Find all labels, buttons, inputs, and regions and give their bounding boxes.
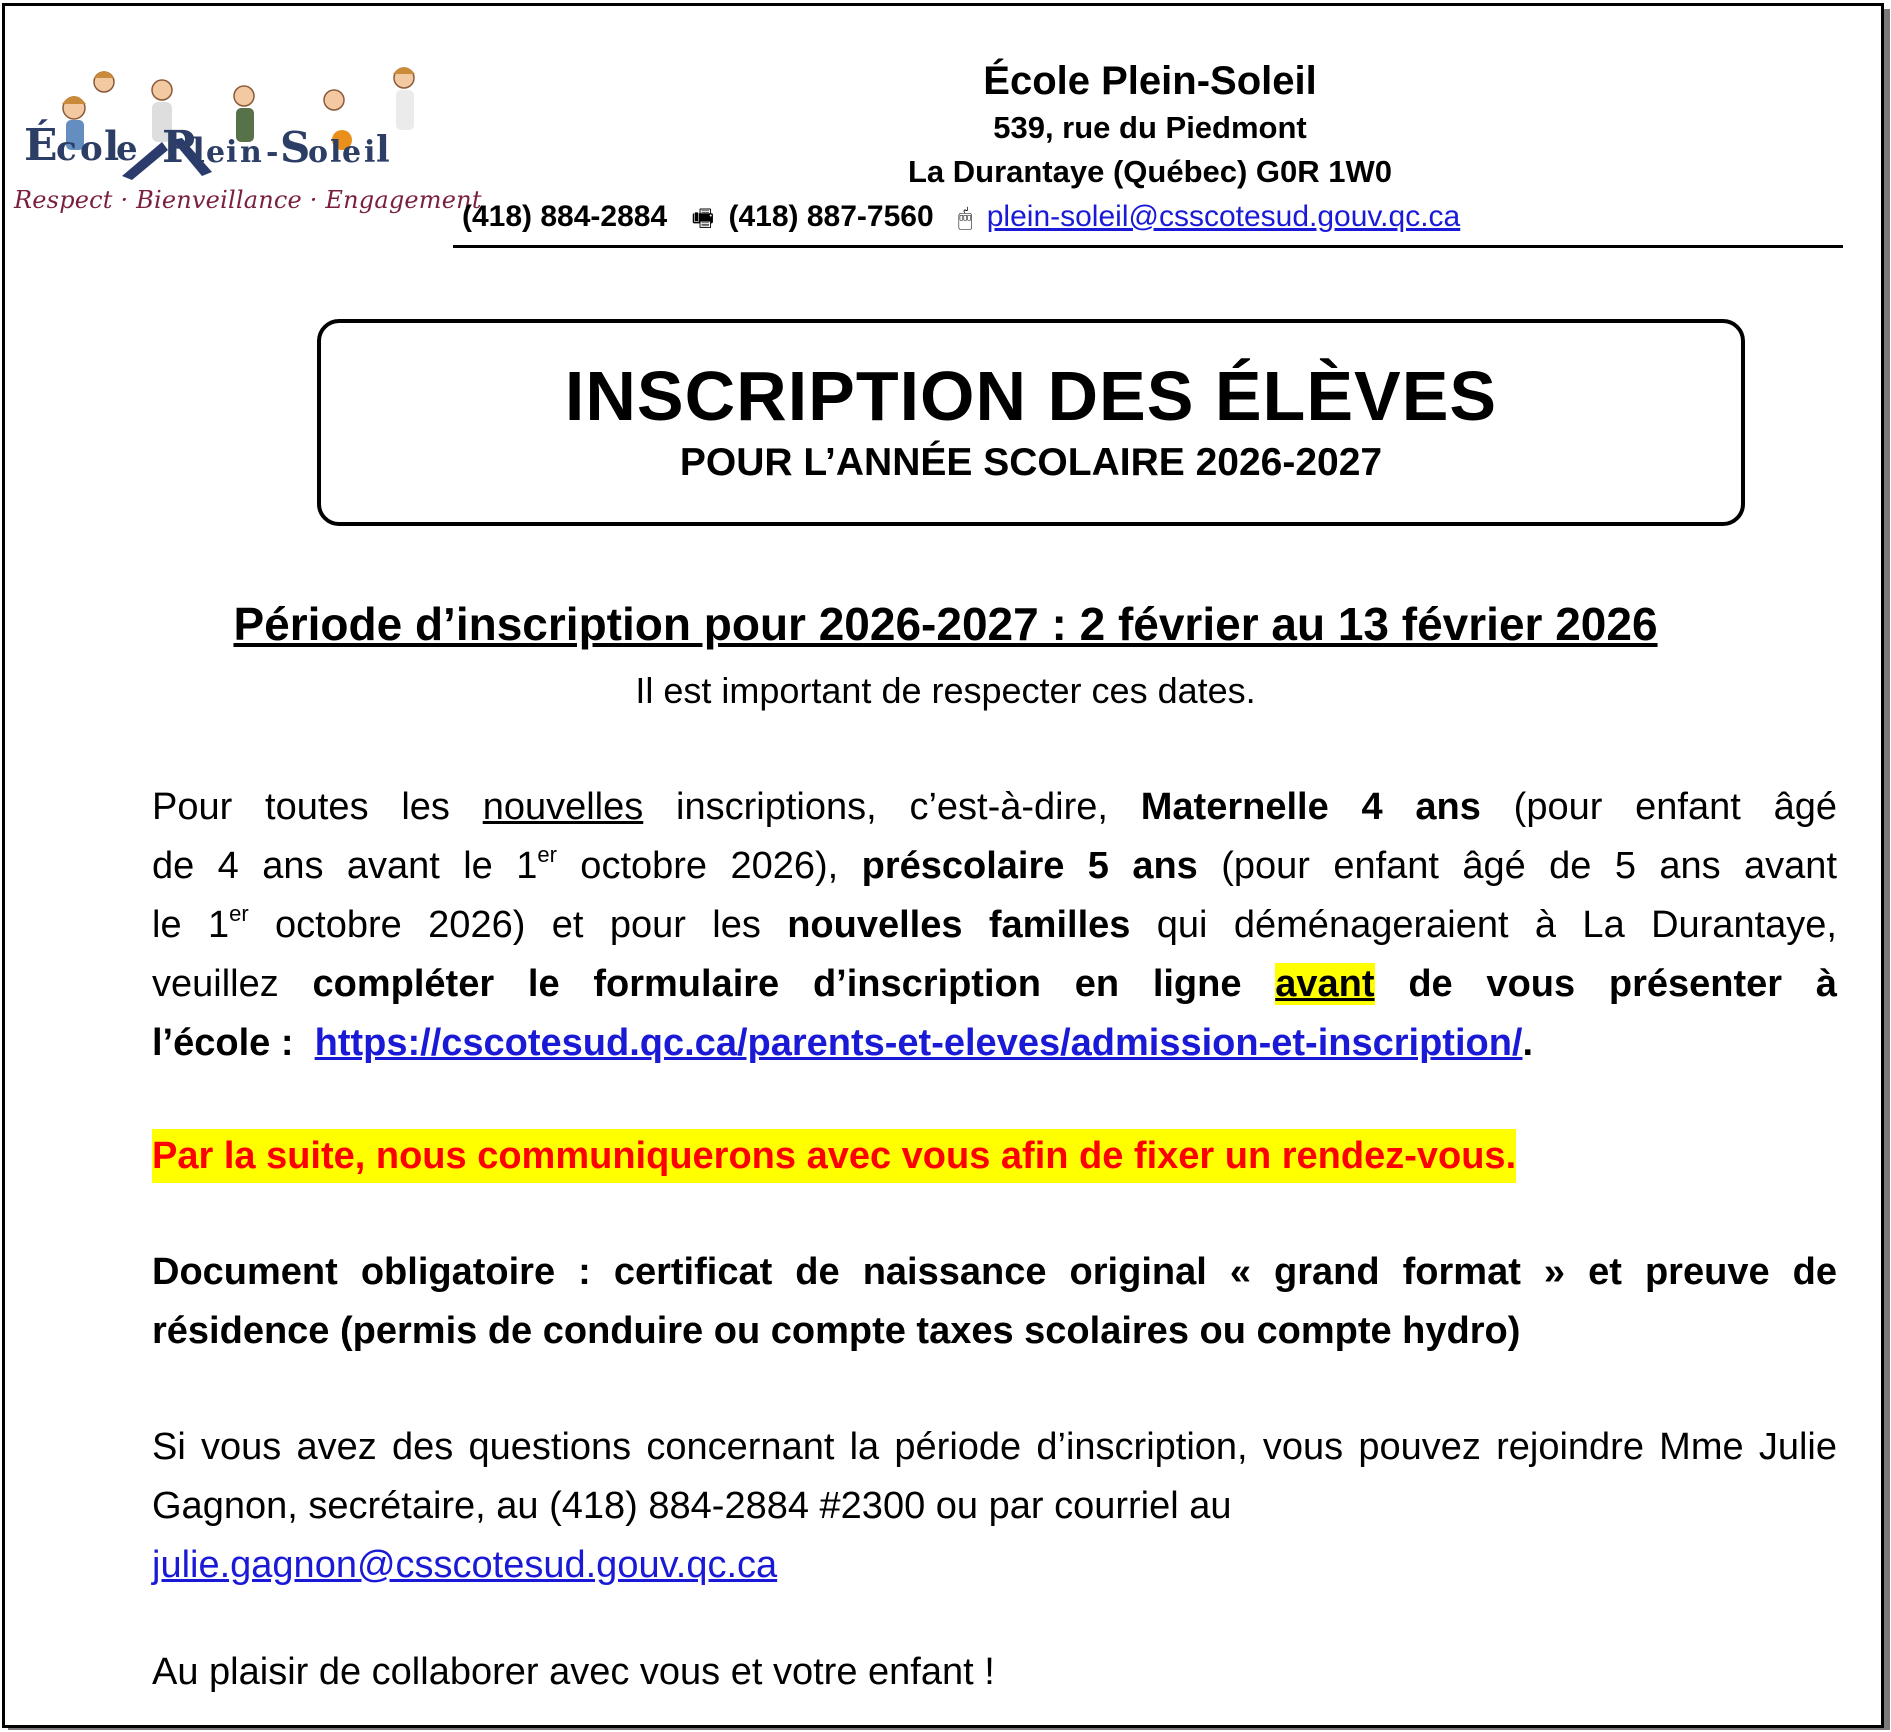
contact-line (462, 200, 1460, 242)
svg-text:o: o (308, 135, 329, 170)
svg-text:l: l (192, 131, 205, 171)
text: (pour enfant âgé de 5 ans avant (1197, 845, 1837, 887)
fax-number: (418) 887-7560 (728, 200, 934, 233)
page-title: INSCRIPTION DES ÉLÈVES (564, 357, 1498, 435)
text-bold: de vous présenter à (1374, 963, 1837, 1005)
svg-text:l: l (104, 123, 120, 170)
svg-text:S: S (280, 123, 311, 172)
street-address: 539, rue du Piedmont (993, 110, 1307, 145)
superscript: er (229, 901, 249, 926)
secretary-email-link[interactable]: julie.gagnon@csscotesud.gouv.qc.ca (152, 1544, 778, 1586)
svg-text:c: c (56, 129, 77, 169)
registration-period: Période d’inscription pour 2026-2027 : 2 février au 13 février 2026 (233, 598, 1658, 650)
required-documents: Document obligatoire : certificat de naissance original « grand format » et preuve de résidence (permis de conduire ou compte taxes scolaires ou compte hydro) (152, 1251, 1837, 1352)
text: octobre 2026) et pour les (248, 904, 788, 946)
school-name: École Plein-Soleil (983, 59, 1317, 103)
period-note: Il est important de respecter ces dates. (635, 670, 1256, 711)
para1-line-4 (152, 955, 1837, 1014)
text: Pour toutes les (152, 786, 483, 828)
text: de 4 ans avant le 1 (152, 845, 538, 887)
text-bold: préscolaire 5 ans (861, 845, 1198, 887)
header-divider (453, 245, 1843, 248)
text: inscriptions, c’est-à-dire, (643, 786, 1141, 828)
text: (pour enfant âgé (1480, 786, 1837, 828)
city-address: La Durantaye (Québec) G0R 1W0 (907, 154, 1393, 189)
title-box (317, 319, 1745, 526)
svg-text:l: l (330, 135, 342, 170)
svg-text:e: e (206, 135, 226, 170)
text-bold: Maternelle 4 ans (1140, 786, 1481, 828)
text-bold: . (1522, 1022, 1534, 1064)
highlighted-word: avant (1275, 963, 1375, 1005)
svg-text:n: n (240, 135, 262, 170)
svg-text:É: É (24, 120, 58, 171)
school-email-link[interactable]: plein-soleil@csscotesud.gouv.qc.ca (986, 200, 1461, 233)
text-bold: nouvelles familles (787, 904, 1131, 946)
text-underlined: nouvelles (482, 786, 644, 828)
contact-text: Si vous avez des questions concernant la période d’inscription, vous pouvez rejoindre Mme Julie Gagnon, secrétaire, au (418) 884-2884 #2300 ou par courriel au (152, 1426, 1837, 1527)
text-bold: l’école : (152, 1022, 315, 1064)
para1-line-1 (152, 778, 1837, 837)
registration-instructions (152, 778, 1837, 1073)
svg-text:l: l (376, 129, 390, 171)
text-bold: compléter le formulaire d’inscription en ligne (312, 963, 1276, 1005)
text: veuillez (152, 963, 313, 1005)
fax-icon: 🖷 (691, 205, 715, 232)
svg-text:-: - (266, 135, 279, 170)
svg-text:o: o (80, 129, 103, 169)
contact-paragraph (152, 1418, 1837, 1595)
registration-form-link[interactable]: https://cscotesud.qc.ca/parents-et-eleves/admission-et-inscription/ (314, 1022, 1523, 1064)
svg-text:i: i (226, 135, 238, 170)
closing-line: Au plaisir de collaborer avec vous et votre enfant ! (152, 1651, 995, 1693)
superscript: er (537, 842, 557, 867)
svg-text:e: e (116, 129, 138, 169)
text: octobre 2026), (556, 845, 862, 887)
text: qui déménageraient à La Durantaye, (1130, 904, 1837, 946)
svg-text:i: i (364, 135, 376, 170)
para1-line-3 (152, 896, 1837, 955)
text: le 1 (152, 904, 230, 946)
mouse-icon: 🖱 (958, 205, 973, 232)
logo-illustration (12, 60, 440, 185)
svg-text:P: P (162, 122, 196, 173)
page-subtitle: POUR L’ANNÉE SCOLAIRE 2026-2027 (679, 441, 1383, 484)
svg-text:e: e (342, 135, 362, 170)
school-header (455, 56, 1845, 194)
logo-tagline: Respect · Bienveillance · Engagement (14, 186, 482, 214)
phone-number: (418) 884-2884 (462, 200, 668, 233)
para1-line-2 (152, 837, 1837, 896)
para1-line-5 (152, 1014, 1837, 1073)
appointment-notice: Par la suite, nous communiquerons avec vous afin de fixer un rendez-vous. (152, 1129, 1516, 1183)
